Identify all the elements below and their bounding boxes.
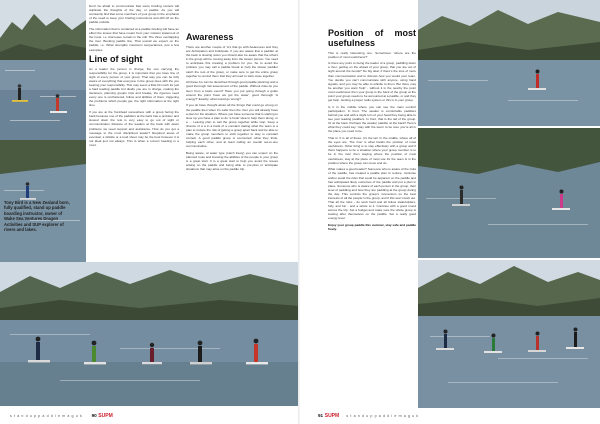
page-number: 91 — [318, 413, 324, 418]
paragraph: If you do have thought about all the things that could go wrong on the paddle then when it's safer then the river you will already have a plan for the situation. Where you have someone that is starting to slow up you have a plan to do 'a hook' idea to help them along, or a ... Leaving plan to call the group together while stop. Keep a chance of a a in a bank of a constant stating what the team is a plan to reduce the risk of getting a group apart back and be able to make the group members to stick together to stay in constant contact. A good paddle group is connected: what they think, helping each other, and at least calling an overall out-to-one communicative. — [186, 103, 278, 149]
author-caption: Tony Bird is a New Zealand born, fully qualified, stand up paddle boarding instructor, owner of Wake Sea Ventures Dragon Activities and SUP explorer of rivers and lakes. — [4, 200, 70, 233]
paragraph: Don't be afraid to communicate that some briefing content will duplicate the thoughts of the day, or paddle. As you will constantly find that some members of your group in the emphasis of the need to keep your briefing instructions and drill off as the paddle unfolds. — [89, 4, 179, 25]
footer-tagline: s t a n d u p p a d d l e m a g u k — [10, 414, 83, 418]
footer-tagline: s t a n d u p p a d d l e m a g u k — [346, 414, 419, 418]
right-page — [300, 0, 600, 424]
section-heading-awareness: Awareness — [186, 32, 234, 42]
paragraph: The information that is contained at a paddle briefing will have an effect the losses that have meant from your mission statement of the route. i.e. that leave remain in the mill. The three overlapping the river. Booking paddle line. That overall we expect on the paddle. i.e. What strengths maximum temperatures, just a few examples. — [89, 27, 179, 52]
section-heading-position: Position of most usefulness — [328, 28, 416, 48]
paragraph: This is really interesting one. Sometimes: 'where are the position of most usefulness?' — [328, 50, 416, 59]
magazine-logo: SUPM — [98, 413, 113, 419]
section-heading-line-of-sight: Line of sight — [89, 53, 143, 64]
lake-group-photo — [0, 262, 300, 406]
paragraph: As a leader the person in charge, the one carrying the responsibility for the group, it is important that you have line of sight of every person of your group. That way you can be fully aware of everything that everyone in the group does with the you bearing your responsibility. This may seem a little bit much for just a hard leading paddle but dually you are in charge, making the decisions, planning groups trips and breaks, the rigorous need every one is unchartered, follow and abilities of them, triggering the problems which people get, the right information at the right time. — [89, 66, 179, 108]
closing-line: Enjoy your group paddle this summer, stay safe and paddle freely. — [328, 223, 416, 232]
paragraph: Is there any point to being the leader of a group, paddling down a river, getting on the ahead of your group, that you are out of sight around the bends? No big deal, if there's the loss of more than communication and to discuss how you would your team. You decide you can't communicate with anyone, using hand signals, and you may be able to whistle to them. But there may be another you want 'help' - without it is the nearby the point most usefulness then your group is the back of the group at the point your group needs to be accounted at a paddle, or and they get help. Getting a proper radio system or this is to your group. — [328, 61, 416, 103]
lake-panorama-photo — [418, 260, 600, 408]
paragraph: All these A's can be described through good paddle planning and a good thorough risk assessment of the paddle. Without risks do you stem from a basic event? Have you put going through a guide around the point 'have we got the water', good thorough 'is energy?' Exactly, what would go wrong? — [186, 80, 278, 101]
lake-paddlers-photo — [0, 0, 86, 140]
magazine-logo: SUPM — [324, 413, 340, 419]
paragraph: Is it in the middle where you can see the main comfort participation. In front. The weaker is comfortable paddlers behind you and with a slight turn of your head they being able to see your leading paddlers. In front, that is the tail of the group. Or at the back. Perhaps the weaker paddler at the back? Here's what they could say: 'stay with the team' to be sure you're all in the place you need to be. — [328, 104, 416, 134]
left-page-footer — [10, 412, 290, 420]
paragraph: There are another couple of 'A's that go with Awareness and they are Anticipation and Anticipate. If you are aware that a paddler at the back is slowing down you should also be aware that the others in the group will be moving away from the slower person. You need to anticipate this creating a problem for you. So to avoid the problem you may call a paddle break to help the slower paddler catch the rest of the group, or make sure to get the entire group together to remind them that they all need to stick close together. — [186, 45, 278, 78]
page-number: 90 — [91, 413, 97, 418]
right-page-footer — [318, 412, 588, 420]
article-column-3 — [328, 26, 416, 408]
paragraph: That is: It is all of these. It's the tail. In the middle, where all of the eyes are. The river is what hands the position of most usefulness. Other thing is to stay effectively with a group and if there happens to be a situation where your group member is to be in the river then staying where the position of most usefulness, stay at the place of most use for the team is in the position where the group can move and do. — [328, 136, 416, 165]
paragraph: What makes a good leader? Someone who is aware of the risks of the paddle, has created a paddle plan to reduce, minimise and/or avoid the risks that could be apparent on the paddle and has anticipated likely outcomes of the paddle and put a plan in place. Someone who is aware of each person in the group, their level of paddling and how they are paddling at the group during the day. This controls the group's momentum so the best interests of all the people in the group, and if this won't work out. That all the risks - do work hard and all fellow stakeholders, fully, and fun - and a whole to it. Continue with a good mood across the trip. Set a budget and make sure the whole group is looking after themselves on the paddle. Set a really good energy level. — [328, 167, 416, 221]
river-paddler-photo — [418, 0, 600, 126]
article-column-1 — [89, 4, 179, 260]
article-column-2 — [186, 30, 278, 260]
paddlers-trees-photo — [418, 128, 600, 258]
paragraph: If you are at the front/lead somewhere with a group facing the back because one of the paddlers at the back has a problem and slowed down the rest is very easy to go out of sight or communication distance of the leaders at the back with down problems we need support and assistance. How do you get a message to the most disciplined leader? Required areas of eventual, a whistle or a loud shout may be the best however it is not ideal just not always. This is when a correct heading is a must. — [89, 110, 179, 147]
paragraph: Being aware, of water type (catch freely) you can expect on the planned route and knowing the abilities of the people in your group is a great start. It is a great start to help you avoid the issues arising on the paddle and being able to pre-plan or anticipate situations that may arise on the paddle trip. — [186, 151, 278, 172]
